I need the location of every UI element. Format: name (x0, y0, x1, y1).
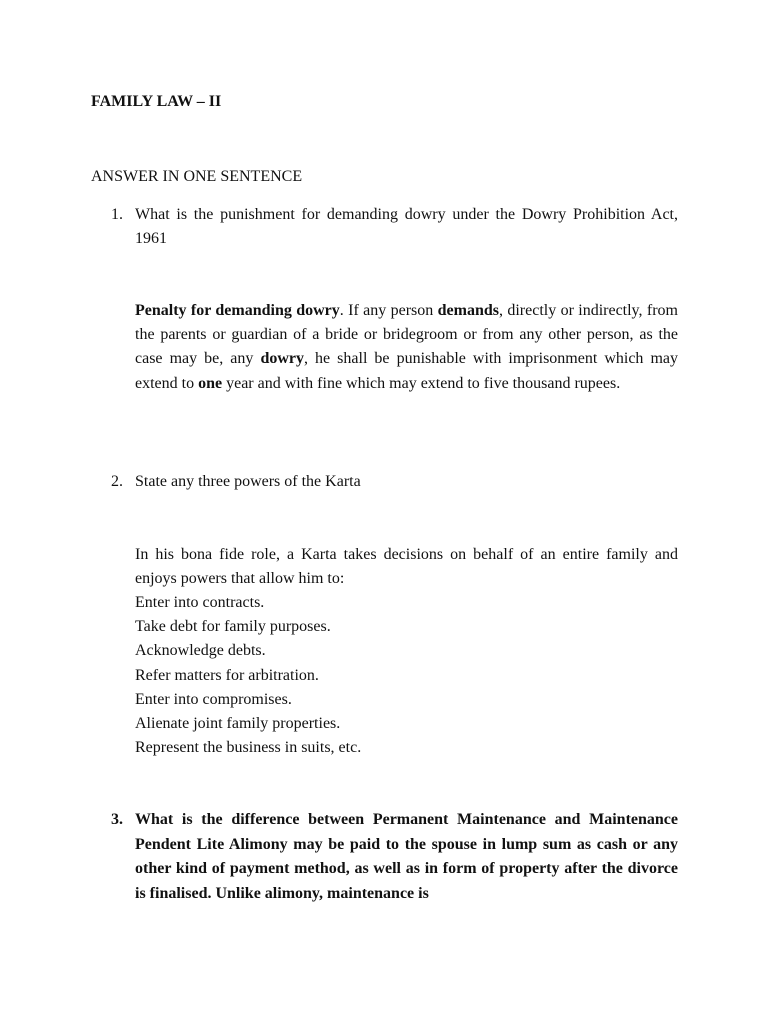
answer-1-bold2: dowry (260, 350, 304, 368)
answer-1-bold3: one (198, 374, 223, 392)
karta-powers-list (135, 591, 678, 760)
answer-1-part3: , he shall be punishable with imprisonment which may extend to (135, 350, 679, 392)
list-item: Alienate joint family properties. (135, 715, 341, 733)
answer-1-part2: , directly or indirectly, from the parents or guardian of a bride or bridegroom or from any other person, as the case may be, any (135, 302, 678, 368)
answer-1-part4: year and with fine which may extend to five thousand rupees. (222, 374, 621, 392)
list-item: Take debt for family purposes. (135, 618, 331, 636)
answer-1-lead: Penalty for demanding dowry (135, 302, 340, 319)
question-text-3: What is the difference between Permanent Maintenance and Maintenance Pendent Lite Alimony may be paid to the spouse in lump sum as cash or any other kind of payment method, as well as in form of property after the divorce is finalised. Unlike alimony, maintenance is (135, 811, 678, 902)
answer-1-part1: . If any person (339, 302, 438, 319)
list-item: Enter into compromises. (135, 690, 292, 708)
question-number-3: 3. (111, 811, 123, 828)
question-number-1: 1. (111, 206, 123, 223)
list-item: Acknowledge debts. (135, 642, 266, 660)
answer-2-intro: In his bona fide role, a Karta takes decisions on behalf of an entire family and enjoys powers that allow him to: (135, 546, 678, 588)
list-item: Enter into contracts. (135, 594, 265, 611)
question-number-2: 2. (111, 473, 123, 490)
question-text-1: What is the punishment for demanding dowry under the Dowry Prohibition Act, 1961 (135, 206, 678, 247)
list-item: Represent the business in suits, etc. (135, 739, 362, 757)
question-text-2: State any three powers of the Karta (135, 473, 361, 490)
document-title: FAMILY LAW – II (91, 93, 222, 110)
list-item: Refer matters for arbitration. (135, 666, 319, 684)
section-heading: ANSWER IN ONE SENTENCE (91, 168, 303, 185)
answer-1 (135, 299, 678, 396)
answer-1-bold1: demands (437, 302, 499, 319)
